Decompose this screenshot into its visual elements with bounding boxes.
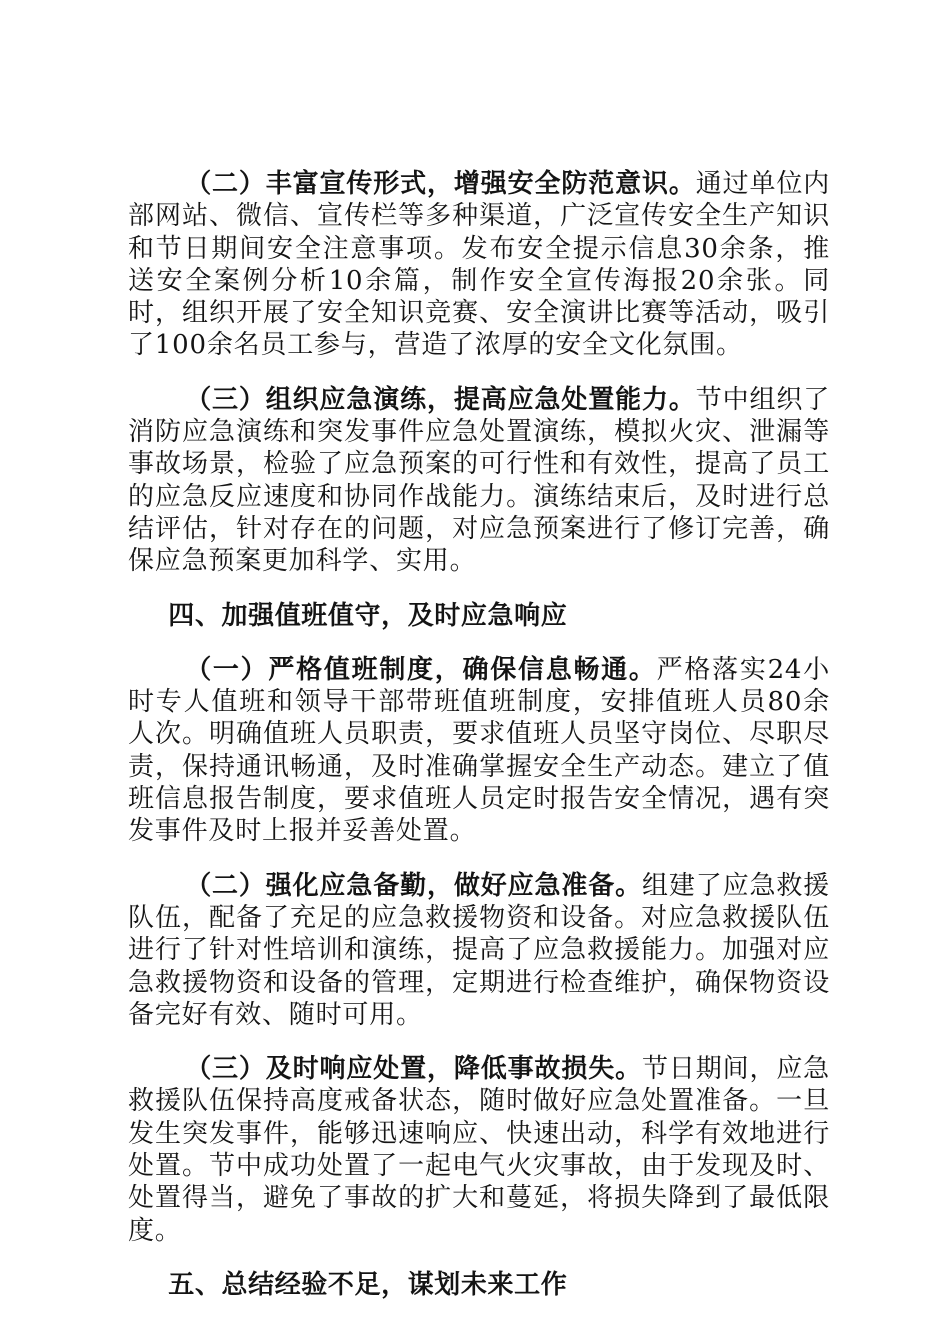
paragraph-lead: （一）严格值班制度，确保信息畅通。 [185, 654, 657, 685]
paragraph-body: 通过单位内部网站、微信、宣传栏等多种渠道，广泛宣传安全生产知识和节日期间安全注意事项。发布安全提示信息30余条，推送安全案例分析10余篇，制作安全宣传海报20余张。同时，组织开展了安全知识竞赛、安全演讲比赛等活动，吸引了100余名员工参与，营造了浓厚的安全文化氛围。 [128, 169, 830, 361]
paragraph-lead: （三）组织应急演练，提高应急处置能力。 [185, 384, 696, 415]
paragraph-response [128, 1053, 830, 1247]
section-heading-duty: 四、加强值班值守，及时应急响应 [168, 600, 568, 631]
paragraph-lead: （二）丰富宣传形式，增强安全防范意识。 [185, 169, 696, 199]
paragraph-emergency-readiness [128, 870, 830, 1031]
paragraph-publicity [128, 168, 830, 362]
paragraph-lead: （三）及时响应处置，降低事故损失。 [185, 1054, 642, 1085]
paragraph-duty-system [128, 654, 830, 848]
paragraph-body: 节日期间，应急救援队伍保持高度戒备状态，随时做好应急处置准备。一旦发生突发事件，能够迅速响应、快速出动，科学有效地进行处置。节中成功处置了一起电气火灾事故，由于发现及时、处置得当，避免了事故的扩大和蔓延，将损失降到了最低限度。 [128, 1054, 830, 1246]
section-heading-summary: 五、总结经验不足，谋划未来工作 [168, 1269, 568, 1300]
document-page [128, 168, 830, 1323]
paragraph-emergency-drill [128, 384, 830, 578]
paragraph-body: 严格落实24小时专人值班和领导干部带班值班制度，安排值班人员80余人次。明确值班人员职责，要求值班人员坚守岗位、尽职尽责，保持通讯畅通，及时准确掌握安全生产动态。建立了值班信息报告制度，要求值班人员定时报告安全情况，遇有突发事件及时上报并妥善处置。 [128, 654, 831, 847]
paragraph-body: 组建了应急救援队伍，配备了充足的应急救援物资和设备。对应急救援队伍进行了针对性培训和演练，提高了应急救援能力。加强对应急救援物资和设备的管理，定期进行检查维护，确保物资设备完好有效、随时可用。 [128, 870, 830, 1030]
paragraph-body: 节中组织了消防应急演练和突发事件应急处置演练，模拟火灾、泄漏等事故场景，检验了应急预案的可行性和有效性，提高了员工的应急反应速度和协同作战能力。演练结束后，及时进行总结评估，针对存在的问题，对应急预案进行了修订完善，确保应急预案更加科学、实用。 [128, 384, 830, 577]
paragraph-lead: （二）强化应急备勤，做好应急准备。 [185, 870, 642, 901]
